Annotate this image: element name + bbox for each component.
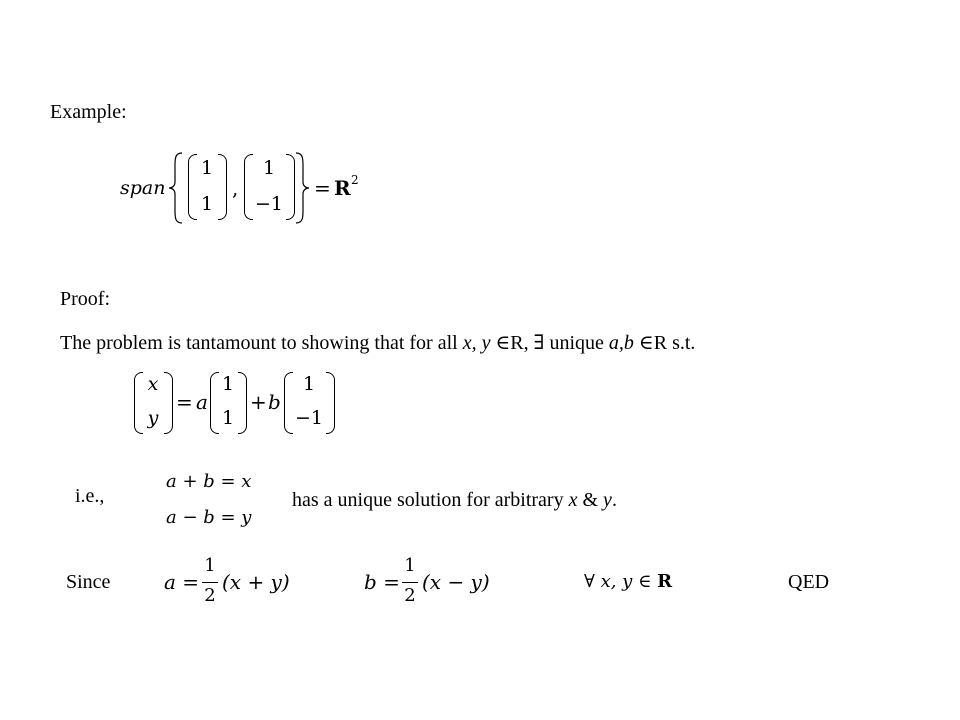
equals-sign: =: [314, 176, 331, 200]
lhs-vector: [142, 372, 164, 430]
b-rhs: (x − y): [422, 570, 490, 594]
ie-text-x: x: [568, 489, 578, 511]
combo-equals: =: [176, 390, 193, 414]
lhs-x: x: [147, 373, 159, 395]
since-label: Since: [66, 571, 111, 593]
combo-vector2: [292, 372, 326, 430]
ie-text-amp: &: [577, 489, 604, 511]
system-row2: a − b = y: [166, 507, 252, 528]
example-heading: Example:: [50, 101, 127, 123]
vector1-right-paren: [218, 154, 227, 220]
lhs-right-paren: [164, 372, 173, 434]
b-fraction-bar: [402, 582, 418, 583]
vector1-top: 1: [200, 157, 214, 179]
b-lhs: b =: [364, 570, 400, 594]
coeff-a: a: [196, 390, 208, 414]
real-space-R: R: [334, 176, 351, 200]
vector2: [252, 156, 286, 216]
b-fraction-num: 1: [404, 555, 416, 576]
ie-text-y: y: [603, 489, 612, 511]
right-brace-icon: [294, 152, 310, 224]
cv1-top: 1: [221, 373, 235, 395]
cv1-bottom: 1: [221, 407, 235, 429]
cv2-bottom: −1: [294, 407, 323, 429]
left-brace-icon: [168, 152, 184, 224]
exponent: 2: [351, 173, 359, 187]
forall-text: ∀ x, y ∈: [584, 571, 652, 592]
qed-label: QED: [788, 571, 830, 593]
forall-clause: [584, 570, 672, 594]
proof-label: Proof:: [60, 288, 110, 310]
statement-vars: x, y: [462, 332, 491, 354]
statement-coeffs: a,b: [608, 332, 634, 354]
forall-R: R: [657, 571, 673, 592]
coeff-b: b: [268, 390, 281, 414]
ie-label: i.e.,: [75, 485, 105, 507]
ie-text-end: .: [611, 489, 617, 511]
vector1-bottom: 1: [200, 193, 214, 215]
cv2-top: 1: [302, 373, 316, 395]
cv1-right-paren: [238, 372, 247, 434]
a-rhs: (x + y): [222, 570, 290, 594]
combination-equation: [134, 370, 354, 436]
proof-statement: [60, 331, 695, 355]
vector2-bottom: −1: [254, 193, 283, 215]
b-fraction-den: 2: [404, 585, 416, 606]
vector1: [196, 156, 218, 216]
combo-vector1: [218, 372, 238, 430]
a-fraction-num: 1: [204, 555, 216, 576]
combo-plus: +: [250, 390, 267, 414]
statement-in1: ∈R, ∃ unique: [490, 332, 609, 354]
cv2-right-paren: [326, 372, 335, 434]
span-equation: [118, 150, 378, 226]
statement-in2: ∈R s.t.: [633, 332, 696, 354]
a-lhs: a =: [164, 570, 200, 594]
ie-text-lead: has a unique solution for arbitrary: [292, 489, 569, 511]
statement-lead: The problem is tantamount to showing that for all: [60, 332, 463, 354]
vector2-top: 1: [262, 157, 276, 179]
a-solution: [164, 554, 304, 614]
comma: ,: [232, 176, 239, 200]
system-row1: a + b = x: [166, 471, 252, 492]
a-fraction-bar: [202, 582, 218, 583]
b-solution: [364, 554, 504, 614]
a-fraction-den: 2: [204, 585, 216, 606]
span-word: span: [120, 177, 166, 199]
lhs-y: y: [147, 407, 159, 429]
ie-text: [292, 488, 617, 512]
